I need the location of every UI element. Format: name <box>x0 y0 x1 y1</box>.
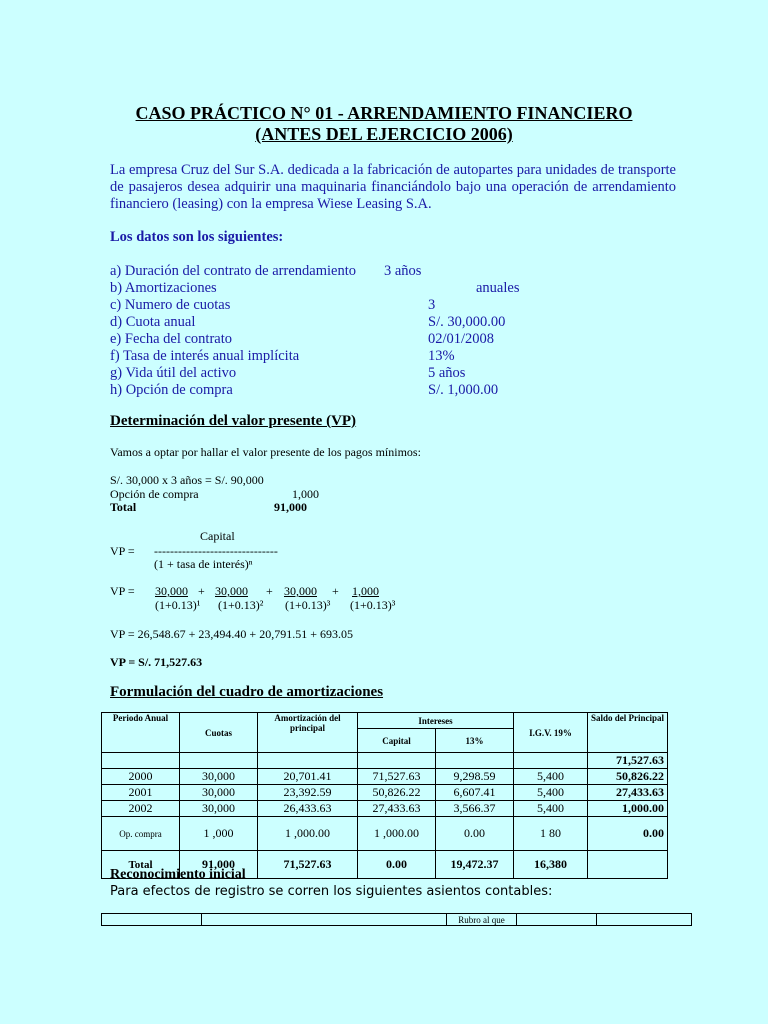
cell-periodo: 2001 <box>102 785 180 801</box>
datos-heading: Los datos son los siguientes: <box>110 229 284 245</box>
cell-interes: 0.00 <box>436 817 514 851</box>
term-denominator: (1+0.13)³ <box>285 598 331 612</box>
vp-calc: S/. 30,000 x 3 años = S/. 90,000 <box>110 473 264 487</box>
datos-item-value: 3 años <box>384 263 422 279</box>
cell-saldo: 27,433.63 <box>588 785 668 801</box>
cell-amort: 20,701.41 <box>258 769 358 785</box>
cell-periodo: Op. compra <box>102 817 180 851</box>
cell-cuota: 1 ,000 <box>180 817 258 851</box>
term-denominator: (1+0.13)³ <box>350 598 396 612</box>
cell-amort: 26,433.63 <box>258 801 358 817</box>
datos-item-value: 02/01/2008 <box>428 331 495 347</box>
cell-cuota: 30,000 <box>180 785 258 801</box>
cell-saldo: 0.00 <box>588 817 668 851</box>
cell-cuota: 30,000 <box>180 801 258 817</box>
header-amortizacion: Amortización del principal <box>258 713 358 753</box>
total-value: 91,000 <box>274 500 307 514</box>
formula-line: ------------------------------- <box>154 544 278 558</box>
page-title: CASO PRÁCTICO N° 01 - ARRENDAMIENTO FINANCIERO <box>135 103 633 123</box>
header-capital: Capital <box>358 729 436 753</box>
term-denominator: (1+0.13)¹ <box>155 598 201 612</box>
header-igv: I.G.V. 19% <box>514 713 588 753</box>
datos-item-value: anuales <box>476 280 520 296</box>
asientos-table <box>101 913 692 926</box>
cell-periodo: 2000 <box>102 769 180 785</box>
cell-interes: 3,566.37 <box>436 801 514 817</box>
page-subtitle: (ANTES DEL EJERCICIO 2006) <box>255 124 513 144</box>
cell-capital: 50,826.22 <box>358 785 436 801</box>
datos-item-label: a) Duración del contrato de arrendamiento <box>110 263 356 279</box>
table-row <box>102 801 668 817</box>
cell-capital: 71,527.63 <box>358 769 436 785</box>
term-numerator: 30,000 <box>155 584 188 598</box>
cell-amort: 23,392.59 <box>258 785 358 801</box>
term-denominator: (1+0.13)² <box>218 598 264 612</box>
vp-intro: Vamos a optar por hallar el valor presente de los pagos mínimos: <box>110 445 421 459</box>
cell-total-capital: 0.00 <box>358 851 436 879</box>
plus-sign: + <box>332 584 339 598</box>
cell-igv: 5,400 <box>514 769 588 785</box>
vp-heading: Determinación del valor presente (VP) <box>110 413 357 429</box>
reconocimiento-heading: Reconocimiento inicial <box>110 867 246 882</box>
cell-igv: 5,400 <box>514 801 588 817</box>
datos-item-label: c) Numero de cuotas <box>110 297 231 313</box>
reconocimiento-text: Para efectos de registro se corren los siguientes asientos contables: <box>110 884 553 899</box>
formula-lhs: VP = <box>110 544 135 558</box>
cell-capital: 1 ,000.00 <box>358 817 436 851</box>
header-intereses: Intereses <box>358 713 514 729</box>
cell-igv: 1 80 <box>514 817 588 851</box>
formula-denominator: (1 + tasa de interés)ⁿ <box>154 557 253 571</box>
datos-item-label: b) Amortizaciones <box>110 280 217 296</box>
opcion-label: Opción de compra <box>110 487 199 501</box>
cell-total-interes: 19,472.37 <box>436 851 514 879</box>
cell-interes: 6,607.41 <box>436 785 514 801</box>
plus-sign: + <box>198 584 205 598</box>
header-pct: 13% <box>436 729 514 753</box>
cell-interes: 9,298.59 <box>436 769 514 785</box>
datos-item-value: 3 <box>428 297 436 313</box>
cell-total-igv: 16,380 <box>514 851 588 879</box>
cell-total-amort: 71,527.63 <box>258 851 358 879</box>
datos-item-label: d) Cuota anual <box>110 314 196 330</box>
datos-item-value: 5 años <box>428 365 466 381</box>
cell-amort: 1 ,000.00 <box>258 817 358 851</box>
header-cuotas: Cuotas <box>180 713 258 753</box>
datos-item-label: g) Vida útil del activo <box>110 365 237 381</box>
cell-capital: 27,433.63 <box>358 801 436 817</box>
cuadro-heading: Formulación del cuadro de amortizaciones <box>110 684 384 700</box>
vp2-lhs: VP = <box>110 584 135 598</box>
intro-paragraph: La empresa Cruz del Sur S.A. dedicada a la fabricación de autopartes para unidades de transporte de pasajeros desea adquirir una maquinaria financiándolo bajo una operación de arrendamiento financiero (leasing) con la empresa Wiese Leasing S.A. <box>110 162 676 212</box>
header-periodo: Periodo Anual <box>102 713 180 753</box>
table-row <box>102 785 668 801</box>
datos-item-value: 13% <box>428 348 455 364</box>
cell-igv: 5,400 <box>514 785 588 801</box>
datos-item-value: S/. 1,000.00 <box>428 382 499 398</box>
amortization-table <box>101 712 668 879</box>
term-numerator: 30,000 <box>215 584 248 598</box>
cell-total-cuota: 91,000 <box>180 851 258 879</box>
datos-item-value: S/. 30,000.00 <box>428 314 506 330</box>
datos-item-label: f) Tasa de interés anual implícita <box>110 348 300 364</box>
vp-sum: VP = 26,548.67 + 23,494.40 + 20,791.51 + 693.05 <box>110 627 353 641</box>
formula-numerator: Capital <box>200 529 235 543</box>
cell-cuota: 30,000 <box>180 769 258 785</box>
initial-saldo: 71,527.63 <box>588 753 668 769</box>
cell-periodo: 2002 <box>102 801 180 817</box>
table-row <box>102 817 668 851</box>
cell-saldo: 1,000.00 <box>588 801 668 817</box>
plus-sign: + <box>266 584 273 598</box>
opcion-value: 1,000 <box>292 487 319 501</box>
cell-total-label: Total <box>102 851 180 879</box>
datos-item-label: h) Opción de compra <box>110 382 233 398</box>
header-rubro: Rubro al que <box>447 914 517 926</box>
term-numerator: 30,000 <box>284 584 317 598</box>
header-saldo: Saldo del Principal <box>588 713 668 753</box>
table-row <box>102 769 668 785</box>
term-numerator: 1,000 <box>352 584 379 598</box>
total-label: Total <box>110 500 137 514</box>
cell-saldo: 50,826.22 <box>588 769 668 785</box>
datos-item-label: e) Fecha del contrato <box>110 331 232 347</box>
vp-result: VP = S/. 71,527.63 <box>110 655 203 669</box>
